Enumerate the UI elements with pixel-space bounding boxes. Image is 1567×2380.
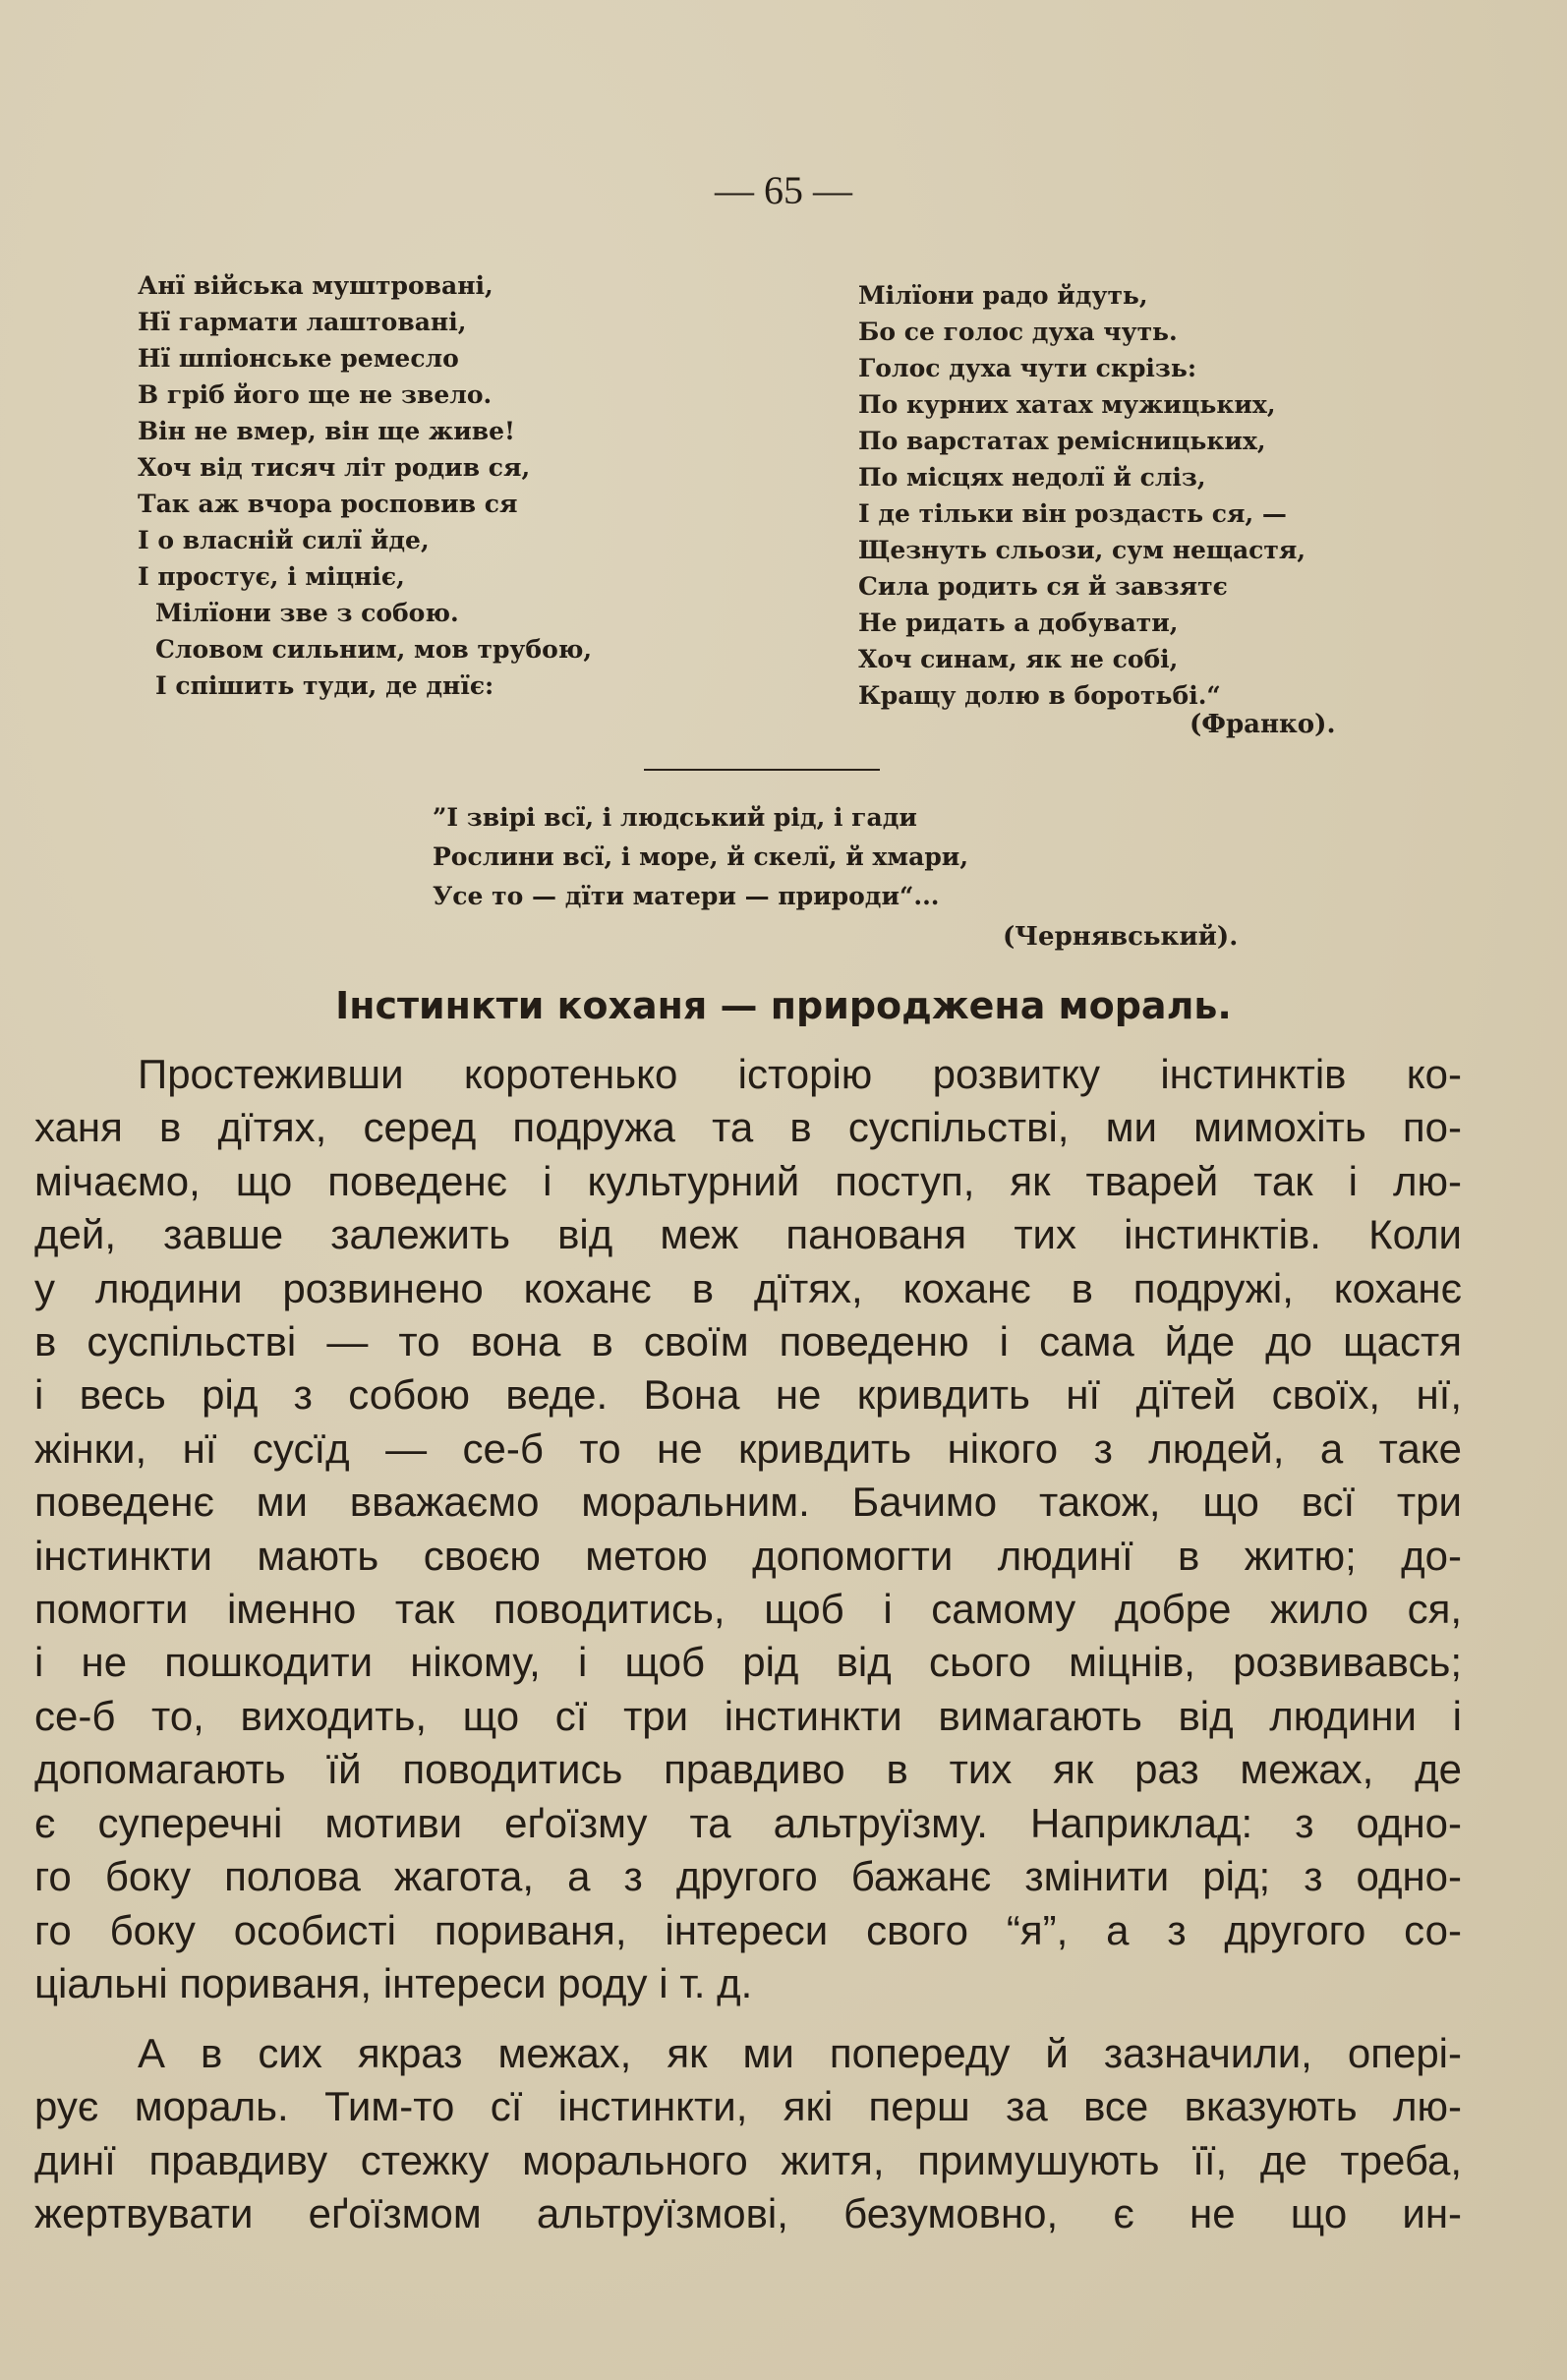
verse-line: Мілїони зве з собою. <box>155 599 459 627</box>
text-line: А в сих якраз межах, як ми попереду й зазначили, опері- <box>138 2030 1462 2076</box>
text-line: і весь рід з собою веде. Вона не кривдить нї дїтей своїх, нї, <box>34 1371 1462 1419</box>
verse-line: По місцях недолї й сліз, <box>858 463 1206 492</box>
verse-line: Усе то — дїти матери — природи“... <box>433 882 940 910</box>
text-line: го боку особисті пориваня, інтереси свого “я”, а з другого со- <box>34 1906 1462 1953</box>
verse-line: ”І звірі всї, і людський рід, і гади <box>433 803 917 832</box>
verse-line: Анї війська муштровані, <box>138 271 493 300</box>
verse-line: І о власній силї йде, <box>138 526 430 554</box>
attribution-chernyavsky: (Чернявський). <box>1003 922 1239 952</box>
verse-line: Хоч від тисяч літ родив ся, <box>138 453 531 482</box>
verse-center-quote <box>433 798 968 916</box>
text-line: і не пошкодити нікому, і щоб рід від сього міцнів, розвивавсь; <box>34 1639 1462 1686</box>
attribution-franko: (Франко). <box>1190 710 1336 739</box>
verse-line: Не ридать а добувати, <box>858 609 1179 637</box>
verse-line: Щезнуть сльози, сум нещастя, <box>858 536 1306 564</box>
text-line: Простеживши коротенько історію розвитку інстинктів ко- <box>138 1051 1462 1097</box>
paragraph-2 <box>34 2027 1462 2241</box>
text-line: є суперечні мотиви еґоїзму та альтруїзму. Наприклад: з одно- <box>34 1799 1462 1846</box>
verse-line: І простує, і міцніє, <box>138 562 405 591</box>
divider-rule <box>644 769 880 771</box>
text-line: помогти іменно так поводитись, щоб і самому добре жило ся, <box>34 1586 1462 1633</box>
text-line: в суспільстві — то вона в своїм поведеню і сама йде до щастя <box>34 1318 1462 1365</box>
verse-line: І де тільки він роздасть ся, — <box>858 499 1287 528</box>
verse-left-column <box>138 267 592 704</box>
text-line: мічаємо, що поведенє і культурний поступ, як тварей так і лю- <box>34 1157 1462 1204</box>
text-line: поведенє ми вважаємо моральним. Бачимо також, що всї три <box>34 1479 1462 1526</box>
verse-line: В гріб його ще не звело. <box>138 380 493 409</box>
section-heading: Інстинкти коханя — природжена мораль. <box>335 984 1232 1027</box>
text-line: жертвувати еґоїзмом альтруїзмові, безумовно, є не що ин- <box>34 2190 1462 2237</box>
verse-line: Хоч синам, як не собі, <box>858 645 1179 673</box>
verse-line: По варстатах ремісницьких, <box>858 427 1266 455</box>
text-line: се-б то, виходить, що сї три інстинкти вимагають від людини і <box>34 1692 1462 1739</box>
paragraph-1 <box>34 1048 1462 2010</box>
verse-line: Він не вмер, він ще живе! <box>138 417 515 445</box>
text-line: жінки, нї сусїд — се-б то не кривдить нікого з людей, а таке <box>34 1424 1462 1472</box>
verse-line: Сила родить ся й завзятє <box>858 572 1228 601</box>
verse-line: Мілїони радо йдуть, <box>858 281 1148 310</box>
verse-line: По курних хатах мужицьких, <box>858 390 1276 419</box>
verse-line: І спішить туди, де днїє: <box>155 671 494 700</box>
text-line: дей, завше залежить від меж панованя тих інстинктів. Коли <box>34 1211 1462 1258</box>
text-line: динї правдиву стежку морального житя, примушують її, де треба, <box>34 2136 1462 2183</box>
verse-line: Словом сильним, мов трубою, <box>155 635 593 664</box>
verse-line: Голос духа чути скрізь: <box>858 354 1197 382</box>
text-line: у людини розвинено коханє в дїтях, коханє в подружі, коханє <box>34 1264 1462 1311</box>
verse-line: Рослини всї, і море, й скелї, й хмари, <box>433 842 969 871</box>
verse-line: Бо се голос духа чуть. <box>858 318 1178 346</box>
verse-line: Так аж вчора росповив ся <box>138 490 518 518</box>
verse-right-column <box>858 277 1306 714</box>
verse-line: Нї шпіонське ремесло <box>138 344 459 373</box>
text-line: інстинкти мають своєю метою допомогти людинї в житю; до- <box>34 1532 1462 1579</box>
page-number: — 65 — <box>715 168 852 212</box>
verse-line: Кращу долю в боротьбі.“ <box>858 681 1221 710</box>
text-line: допомагають їй поводитись правдиво в тих як раз межах, де <box>34 1746 1462 1793</box>
verse-line: Нї гармати лаштовані, <box>138 308 467 336</box>
text-line: ханя в дїтях, серед подружа та в суспільстві, ми мимохіть по- <box>34 1104 1462 1151</box>
text-line: рує мораль. Тим-то сї інстинкти, які перш за все вказують лю- <box>34 2083 1462 2130</box>
text-line: ціальні пориваня, інтереси роду і т. д. <box>34 1959 753 2006</box>
text-line: го боку полова жагота, а з другого бажанє змінити рід; з одно- <box>34 1853 1462 1900</box>
